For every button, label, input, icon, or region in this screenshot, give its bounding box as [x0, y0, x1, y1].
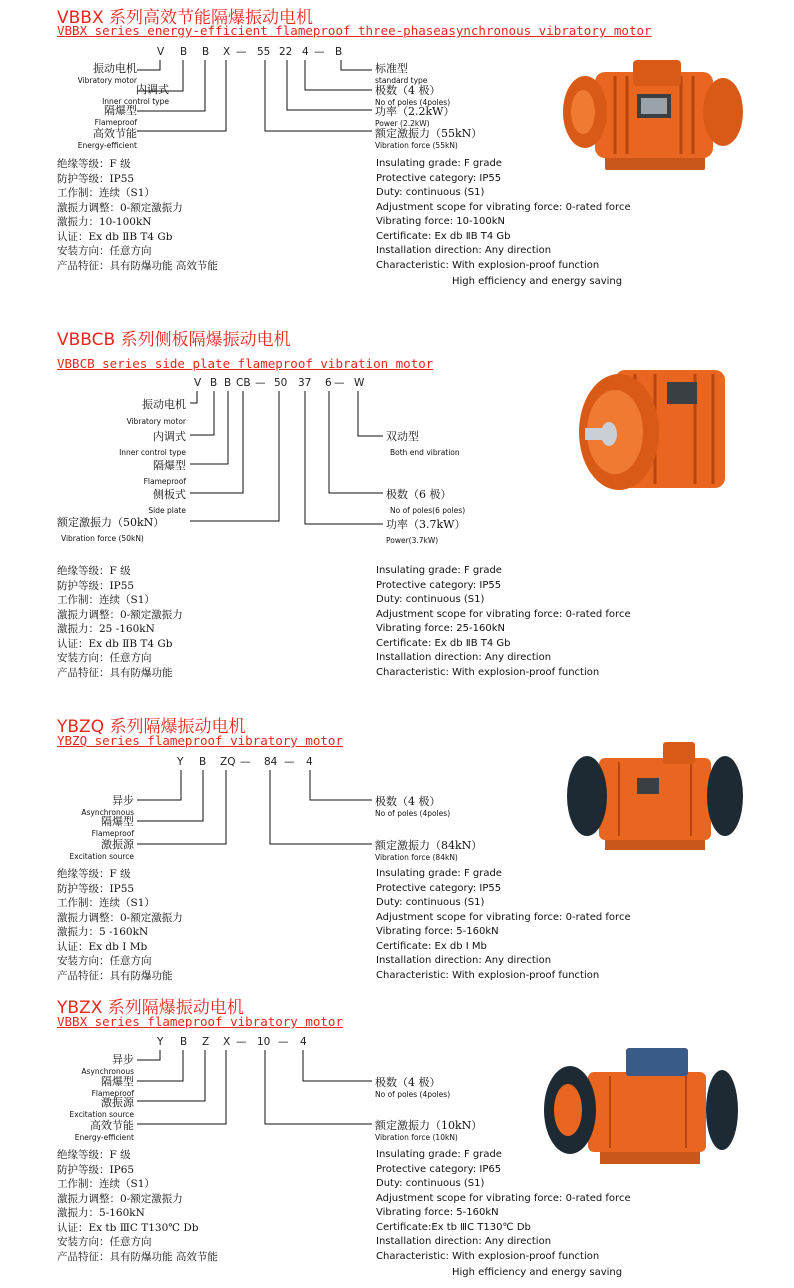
code-letter: 22: [279, 46, 293, 58]
section-title: YBZQ 系列隔爆振动电机: [57, 717, 246, 737]
code-letter: Y: [157, 1036, 164, 1048]
code-dash: —: [284, 756, 295, 768]
spec-list-zh: 绝缘等级：F 级 防护等级：IP55 工作制：连续（S1） 激振力调整：0-额定激振力 激振力：10-100kN 认证：Ex db ⅡB T4 Gb 安装方向：任意方向 产品特征：具有防爆功能 高效节能: [57, 158, 218, 272]
section-title: VBBCB 系列侧板隔爆振动电机: [57, 330, 291, 350]
code-left-label: 内调式 Inner control type: [102, 83, 169, 106]
code-letter: X: [223, 46, 231, 58]
code-left-label: 异步 Asynchronous: [81, 1053, 134, 1076]
spec-list-en: Insulating grade: F grade Protective category: IP55 Duty: continuous (S1) Adjustment scope for vibrating force: 0-rated force Vibrating force: 5-160kN Certificate: Ex db Ⅰ Mb Installation direction: Any direction Characteristic: With explosion-proof function: [376, 868, 631, 981]
code-left-label: 激振源 Excitation source: [69, 1096, 134, 1119]
code-right-label: 功率（3.7kW） Power(3.7kW): [386, 518, 466, 545]
code-left-label: 异步 Asynchronous: [81, 794, 134, 817]
code-letter: 4: [302, 46, 309, 58]
code-left-label: 激振源 Excitation source: [69, 838, 134, 861]
code-right-label: 功率（2.2kW） Power (2.2kW): [375, 105, 455, 128]
code-letter: 55: [257, 46, 271, 58]
code-left-label: 额定激振力（50kN） Vibration force (50kN): [57, 516, 165, 543]
code-left-label: 隔爆型 Flameproof: [94, 104, 137, 127]
code-letter: 50: [274, 377, 288, 389]
code-letter: B: [335, 46, 343, 58]
spec-list-zh: 绝缘等级：F 级 防护等级：IP65 工作制：连续（S1） 激振力调整：0-额定激振力 激振力：5-160kN 认证：Ex tb ⅢC T130℃ Db 安装方向：任意方向 产品特征：具有防爆功能 高效节能: [57, 1149, 218, 1263]
code-dash: —: [334, 377, 345, 389]
section-subtitle: VBBX series flameproof vibratory motor: [57, 1014, 343, 1029]
code-letter: 6: [325, 377, 332, 389]
code-letter: X: [223, 1036, 231, 1048]
code-dash: —: [236, 46, 247, 58]
code-letter: ZQ: [220, 756, 236, 768]
spec-list-en: Insulating grade: F grade Protective category: IP65 Duty: continuous (S1) Adjustment scope for vibrating force: 0-rated force Vibrating force: 5-160kN Certificate:Ex tb ⅢC T130℃ Db Installation direction: Any direction Characteristic: With explosion-proof function High efficiency and energy saving: [376, 1149, 631, 1278]
section-subtitle: YBZQ series flameproof vibratory motor: [57, 733, 343, 748]
code-left-label: 隔爆型 Flameproof: [91, 1075, 134, 1098]
code-left-label: 隔爆型 Flameproof: [91, 815, 134, 838]
code-right-label: 极数（4 极） No of poles (4poles): [375, 1076, 451, 1099]
code-letter: Y: [177, 756, 184, 768]
code-left-label: 侧板式 Side plate: [148, 488, 186, 515]
code-letter: 37: [298, 377, 312, 389]
code-letter: CB: [236, 377, 251, 389]
spec-list-en: Insulating grade: F grade Protective category: IP55 Duty: continuous (S1) Adjustment scope for vibrating force: 0-rated force Vibrating force: 25-160kN Certificate: Ex db ⅡB T4 Gb Installation direction: Any direction Characteristic: With explosion-proof function: [376, 565, 631, 678]
code-dash: —: [314, 46, 325, 58]
code-left-label: 高效节能 Energy-efficient: [77, 127, 137, 150]
code-letter: B: [180, 46, 188, 58]
code-dash: —: [278, 1036, 289, 1048]
code-letter: B: [202, 46, 210, 58]
spec-list-zh: 绝缘等级：F 级 防护等级：IP55 工作制：连续（S1） 激振力调整：0-额定激振力 激振力：5 -160kN 认证：Ex db Ⅰ Mb 安装方向：任意方向 产品特征：具有防爆功能: [57, 868, 183, 982]
code-left-label: 内调式 Inner control type: [119, 430, 186, 457]
code-right-label: 极数（6 极） No of poles(6 poles): [386, 488, 466, 515]
code-letter: B: [210, 377, 218, 389]
code-letter: 4: [300, 1036, 307, 1048]
code-right-label: 额定激振力（55kN） Vibration force (55kN): [375, 127, 483, 150]
code-right-label: 额定激振力（10kN） Vibration force (10kN): [375, 1119, 483, 1142]
code-dash: —: [255, 377, 266, 389]
code-letter: B: [180, 1036, 188, 1048]
code-letter: V: [194, 377, 202, 389]
code-letter: Z: [202, 1036, 210, 1048]
code-left-label: 振动电机 Vibratory motor: [77, 62, 137, 85]
code-left-label: 隔爆型 Flameproof: [143, 459, 186, 486]
code-right-label: 极数（4 极） No of poles (4poles): [375, 84, 451, 107]
code-letter: 4: [306, 756, 313, 768]
code-letter: B: [224, 377, 232, 389]
code-right-label: 额定激振力（84kN） Vibration force (84kN): [375, 839, 483, 862]
code-letter: 84: [264, 756, 278, 768]
code-left-label: 振动电机 Vibratory motor: [126, 398, 186, 426]
code-right-label: 双动型 Both end vibration: [386, 430, 460, 457]
code-dash: —: [240, 756, 251, 768]
section-title: VBBX 系列高效节能隔爆振动电机: [57, 8, 314, 28]
section-subtitle: VBBCB series side plate flameproof vibration motor: [57, 356, 434, 371]
spec-list-zh: 绝缘等级：F 级 防护等级：IP55 工作制：连续（S1） 激振力调整：0-额定激振力 激振力：25 -160kN 认证：Ex db ⅡB T4 Gb 安装方向：任意方向 产品特征：具有防爆功能: [57, 565, 183, 679]
section-title: YBZX 系列隔爆振动电机: [57, 998, 244, 1018]
code-right-label: 极数（4 极） No of poles (4poles): [375, 795, 451, 818]
spec-list-en: Insulating grade: F grade Protective category: IP55 Duty: continuous (S1) Adjustment scope for vibrating force: 0-rated force Vibrating force: 10-100kN Certificate: Ex db ⅡB T4 Gb Installation direction: Any direction Characteristic: With explosion-proof function High efficiency and energy saving: [376, 158, 631, 287]
code-dash: —: [236, 1036, 247, 1048]
code-letter: V: [157, 46, 165, 58]
code-letter: B: [199, 756, 207, 768]
code-letter: 10: [257, 1036, 271, 1048]
section-subtitle: VBBX series energy-efficient flameproof three-phaseasynchronous vibratory motor: [57, 23, 652, 38]
code-right-label: 标准型 standard type: [375, 62, 428, 85]
code-letter: W: [354, 377, 365, 389]
code-left-label: 高效节能 Energy-efficient: [74, 1119, 134, 1142]
